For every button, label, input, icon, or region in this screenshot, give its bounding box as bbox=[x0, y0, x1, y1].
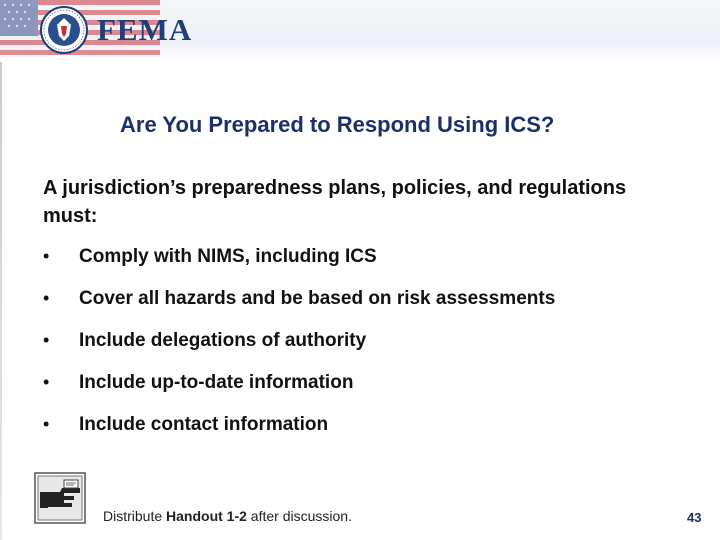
fema-logo-text: FEMA bbox=[97, 12, 193, 47]
handout-reference: Handout 1-2 bbox=[166, 508, 247, 524]
bullet-text: Cover all hazards and be based on risk assessments bbox=[79, 288, 556, 309]
handout-note-suffix: after discussion. bbox=[246, 508, 352, 524]
bullet-dot: • bbox=[43, 246, 50, 266]
slide-title: Are You Prepared to Respond Using ICS? bbox=[120, 112, 555, 137]
dhs-seal-icon bbox=[40, 6, 88, 54]
left-border bbox=[0, 62, 2, 540]
bullet-dot: • bbox=[43, 414, 50, 434]
bullet-dot: • bbox=[43, 372, 50, 392]
bullet-text: Comply with NIMS, including ICS bbox=[79, 246, 377, 267]
handout-note-prefix: Distribute bbox=[103, 508, 167, 524]
bullet-text: Include contact information bbox=[79, 414, 329, 435]
slide-header bbox=[0, 0, 720, 62]
bullet-dot: • bbox=[43, 288, 50, 308]
bullet-text: Include up-to-date information bbox=[79, 372, 354, 393]
page-number: 43 bbox=[687, 510, 702, 525]
bullet-text: Include delegations of authority bbox=[79, 330, 367, 351]
bullet-dot: • bbox=[43, 330, 50, 350]
handout-pointing-hand-icon bbox=[34, 472, 86, 524]
handout-note bbox=[103, 508, 352, 524]
intro-text: A jurisdiction’s preparedness plans, policies, and regulations must: bbox=[43, 177, 627, 227]
